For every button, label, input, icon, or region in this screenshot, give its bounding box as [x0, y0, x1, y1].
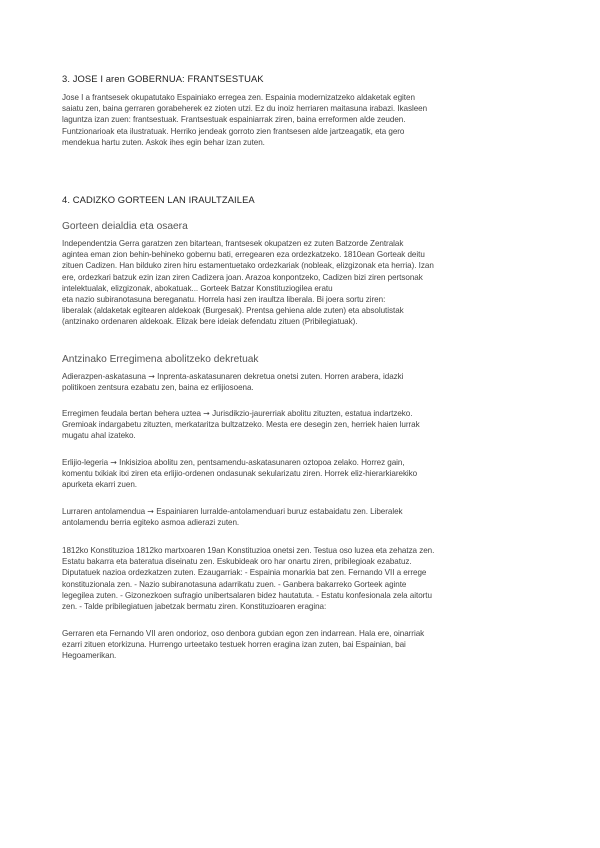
- text-line: Adierazpen-askatasuna ➞ Inprenta-askatasunaren dekretua onetsi zuten. Horren arabera, idazki: [62, 372, 404, 381]
- decree-paragraph-eragina: [62, 628, 542, 662]
- text-line: ezarri zituen etorkizuna. Hurrengo urteetako testuek horren eragina izan zuten, bai Espainian, bai: [62, 640, 406, 650]
- text-line: liberalak (aldaketak egitearen aldekoak (Burgesak). Prentsa gehiena alde zuten) eta absolutistak: [62, 306, 404, 316]
- text-line: ere, ordezkari batzuk ezin izan ziren Cadizera joan. Arazoa konpontzeko, Cadizen bizi ziren pertsonak: [62, 272, 423, 282]
- text-line: agintea eman zion behin-behineko gobernu bati, erregearen eza ordezkatzeko. 1810ean Gorteak deitu: [62, 250, 425, 260]
- gorteen-deialdia-paragraph: [62, 238, 542, 328]
- decree-paragraph-konstituzioa: [62, 545, 542, 612]
- text-line: mendekua hartu zuten. Askok ihes egin behar izan zuten.: [62, 137, 265, 147]
- text-line: Gremioak indargabetu zituzten, merkataritza bultzatzeko. Mesta ere desegin zen, herriek haien lurrak: [62, 420, 420, 430]
- text-line: 1812ko Konstituzioa 1812ko martxoaren 19an Konstituzioa onetsi zen. Testua oso luzea eta zehatza zen.: [62, 546, 435, 555]
- text-line: mugatu ahal izateko.: [62, 431, 136, 441]
- text-line: Diputatuek nazioa ordezkatzen zuten. Ezaugarriak: - Espainia monarkia bat zen. Fernando VII a errege: [62, 568, 427, 578]
- text-line: Erregimen feudala bertan behera uztea ➞ Jurisdikzio-jaurerriak abolitu zituzten, estatua indartzeko.: [62, 409, 413, 418]
- subsection-title-gorteen-deialdia: Gorteen deialdia eta osaera: [62, 221, 188, 232]
- text-line: Estatu bakarra eta bateratua diseinatu zen. Eskubideak oro har onartu ziren, pribilegioak ezabatuz.: [62, 557, 412, 567]
- subsection-title-antzinako-erregimena: Antzinako Erregimena abolitzeko dekretuak: [62, 354, 259, 365]
- text-line: zituen Cadizen. Han bilduko ziren hiru estamentuetako ordezkariak (nobleak, elizgizonak eta herria). Izan: [62, 261, 434, 271]
- text-line: Independentzia Gerra garatzen zen bitartean, frantsesek okupatzen ez zuten Batzorde Zentralak: [62, 239, 404, 248]
- text-line: konstituzionala zen. - Nazio subiranotasuna adarrikatu zuen. - Ganbera bakarreko Gorteek aginte: [62, 579, 407, 589]
- text-line: Jose I a frantsesek okupatutako Espainiako erregea zen. Espainia modernizatzeko aldaketak egiten: [62, 93, 415, 102]
- text-line: apurketa ekarri zuen.: [62, 480, 137, 490]
- decree-paragraph-lurraren-antolamendua: [62, 506, 542, 528]
- text-line: Erlijio-legeria ➞ Inkisizioa abolitu zen, pentsamendu-askatasunaren oztopoa zelako. Horrez gain,: [62, 458, 405, 467]
- text-line: saiatu zen, baina gerraren gorabeherek ez zioten utzi. Ez du inoiz herriaren maitasuna irabazi. Ikasleen: [62, 104, 428, 114]
- decree-paragraph-adierazpen: [62, 371, 542, 393]
- text-line: antolamendu berria egiteko asmoa adierazi zuten.: [62, 518, 240, 528]
- text-line: Lurraren antolamendua ➞ Espainiaren lurralde-antolamenduari buruz estabaidatu zen. Liberalek: [62, 507, 403, 516]
- text-line: zen. - Talde pribilegiatuen jabetzak bermatu ziren. Konstituzioaren eragina:: [62, 602, 327, 612]
- text-line: eta nazio subiranotasuna bereganatu. Horrela hasi zen iraultza liberala. Bi joera sortu ziren:: [62, 295, 386, 305]
- text-line: Funtzionarioak eta ilustratuak. Herriko jendeak gorroto zien frantsesen alde jartzeagatik, eta gero: [62, 126, 405, 136]
- section-4-heading: 4. CADIZKO GORTEEN LAN IRAULTZAILEA: [62, 194, 255, 205]
- text-line: laguntza izan zuen: frantsestuak. Frantsestuak espainiarrak ziren, baina erreformen alde zeuden.: [62, 115, 406, 125]
- text-line: Hegoamerikan.: [62, 651, 117, 661]
- text-line: legegilea zuten. - Gizonezkoen sufragio unibertsalaren bidez hautatuta. - Estatu konfesionala zela aitortu: [62, 590, 432, 600]
- text-line: (antzinako ordenaren aldekoak. Elizak bere ideiak defendatu zituen (Pribilegiatuak).: [62, 317, 358, 327]
- section-3-heading: 3. JOSE I aren GOBERNUA: FRANTSESTUAK: [62, 73, 264, 84]
- section-3-paragraph: [62, 92, 542, 148]
- text-line: komentu txikiak itxi ziren eta erlijio-ordenen ondasunak sekularizatu ziren. Horrek eliz-hierarkiarekiko: [62, 469, 418, 479]
- decree-paragraph-erlijio-legeria: [62, 457, 542, 491]
- text-line: politikoen zentsura ezabatu zen, baina ez erlijiosoena.: [62, 383, 254, 393]
- decree-paragraph-erregimen-feudala: [62, 408, 542, 442]
- text-line: intelektualak, elizgizonak, abokatuak... Gorteek Batzar Konstituziogilea eratu: [62, 283, 333, 293]
- text-line: Gerraren eta Fernando VII aren ondorioz, oso denbora gutxian egon zen indarrean. Hala ere, oinarriak: [62, 629, 425, 638]
